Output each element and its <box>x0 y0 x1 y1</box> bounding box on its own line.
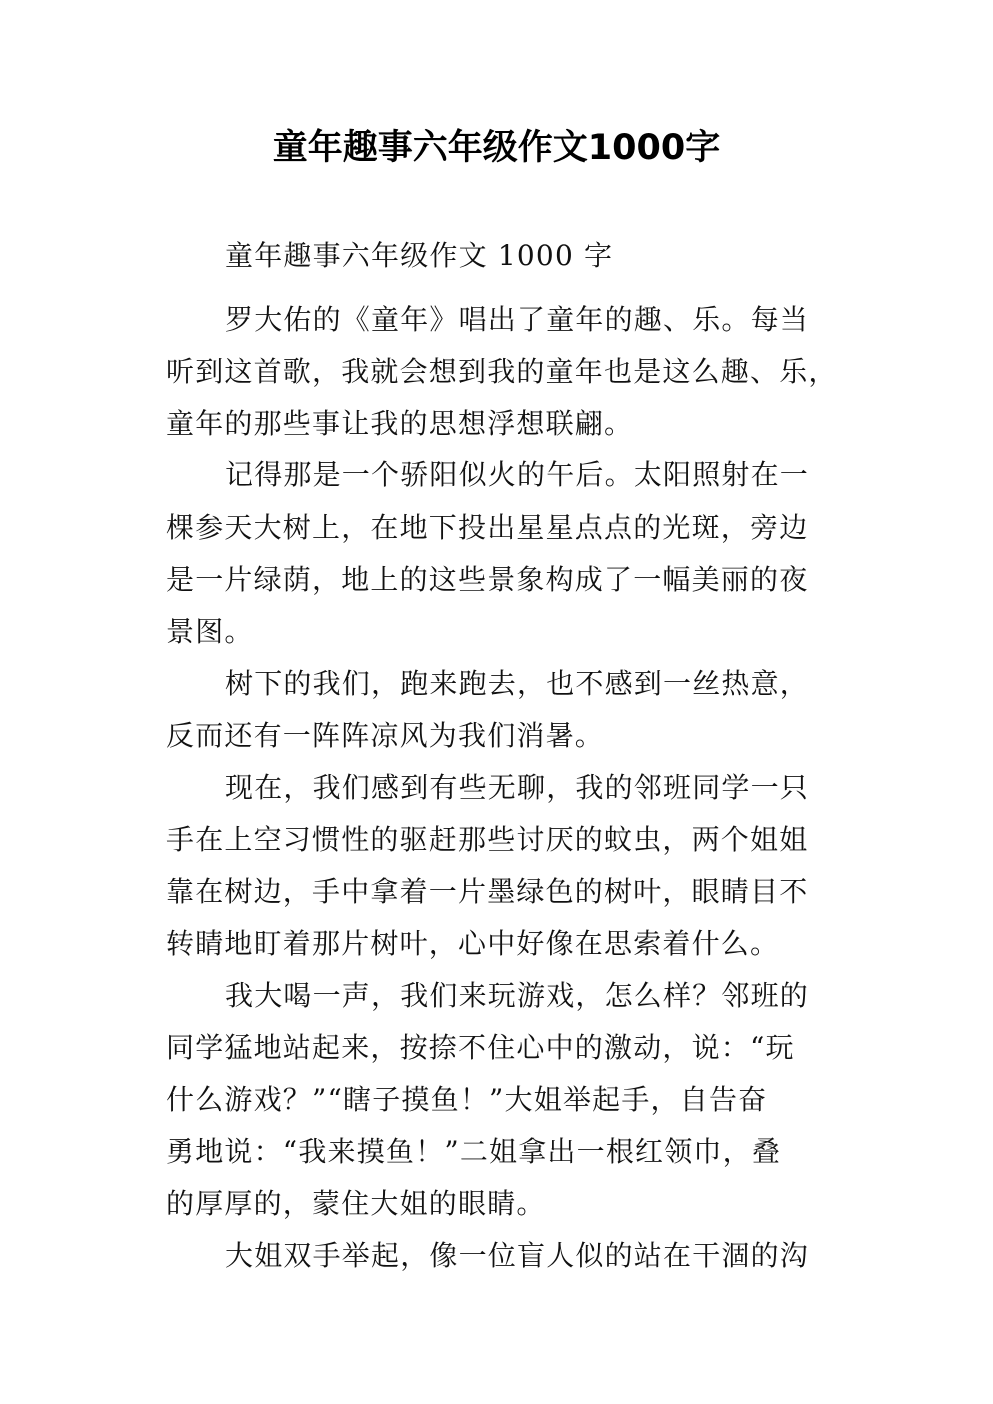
text-line: 棵参天大树上，在地下投出星星点点的光斑，旁边 <box>166 511 809 544</box>
text-line: 是一片绿荫，地上的这些景象构成了一幅美丽的夜 <box>166 563 809 596</box>
text-line: 反而还有一阵阵凉风为我们消暑。 <box>166 719 605 752</box>
text-line: 的厚厚的，蒙住大姐的眼睛。 <box>166 1187 546 1220</box>
document-subtitle: 童年趣事六年级作文 1000 字 <box>225 239 614 272</box>
text-line: 什么游戏？”“瞎子摸鱼！”大姐举起手，自告奋 <box>166 1083 768 1116</box>
text-line: 勇地说：“我来摸鱼！”二姐拿出一根红领巾，叠 <box>166 1135 782 1168</box>
text-line: 罗大佑的《童年》唱出了童年的趣、乐。每当 <box>225 303 810 336</box>
text-line: 现在，我们感到有些无聊，我的邻班同学一只 <box>225 771 810 804</box>
text-line: 同学猛地站起来，按捺不住心中的激动，说：“玩 <box>166 1031 795 1064</box>
text-line: 大姐双手举起，像一位盲人似的站在干涸的沟 <box>225 1239 810 1272</box>
text-line: 手在上空习惯性的驱赶那些讨厌的蚊虫，两个姐姐 <box>166 823 809 856</box>
text-line: 树下的我们，跑来跑去，也不感到一丝热意， <box>225 667 810 700</box>
text-line: 我大喝一声，我们来玩游戏，怎么样？邻班的 <box>225 979 810 1012</box>
document-title: 童年趣事六年级作文1000字 <box>272 128 721 168</box>
text-line: 景图。 <box>166 615 254 648</box>
text-line: 记得那是一个骄阳似火的午后。太阳照射在一 <box>225 458 810 491</box>
text-line: 转睛地盯着那片树叶，心中好像在思索着什么。 <box>166 927 780 960</box>
text-line: 听到这首歌，我就会想到我的童年也是这么趣、乐， <box>166 355 838 388</box>
text-line: 靠在树边，手中拿着一片墨绿色的树叶，眼睛目不 <box>166 875 809 908</box>
text-line: 童年的那些事让我的思想浮想联翩。 <box>166 407 634 440</box>
